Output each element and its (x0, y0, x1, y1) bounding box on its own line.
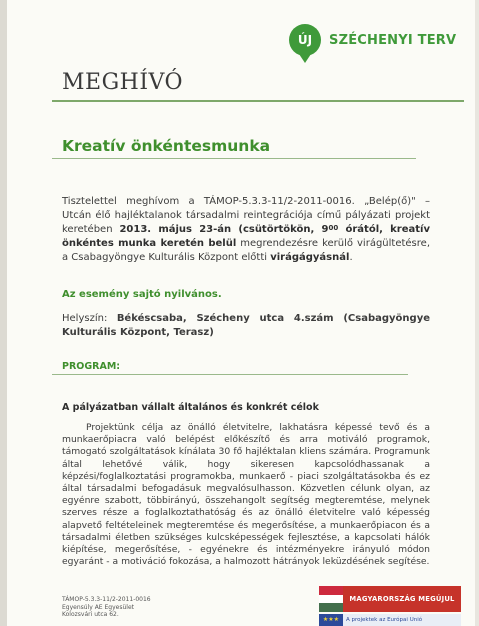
goals-heading: A pályázatban vállalt általános és konkrét célok (62, 402, 319, 413)
szechenyi-terv-logo (289, 20, 456, 60)
page-title: MEGHÍVÓ (62, 70, 184, 95)
eu-text: A projektek az Európai Unió (343, 614, 461, 626)
scan-edge-right (475, 0, 479, 626)
footer-address: TÁMOP-5.3.3-11/2-2011-0016 Egyensúly AE Egyesület Kolozsvári utca 62. (62, 596, 151, 618)
hungarian-flag-icon (319, 586, 343, 612)
event-subtitle: Kreatív önkéntesmunka (62, 137, 271, 155)
scan-edge-left (0, 0, 7, 626)
goals-paragraph: Projektünk célja az önálló életvitelre, lakhatásra képessé tevő és a munkaerőpiacra való belépést előkészítő és arra motiváló programok, támogató szolgáltatások kínálata 30 fő hajléktalan kliens számára. Programunk által lehetővé válik, hogy sikeresen kapcsolódhassanak a képzési/foglalkoztatási programokba, munkaerő - piaci szolgáltatásokba és ez által társadalmi befogadásuk megvalósulhasson. Közvetlen célunk olyan, az egyénre szabott, többirányú, összehangolt segítség megteremtése, melynek szerves része a foglalkoztathatóság és az önálló életvitelre való képesség alapvető feltételeinek megteremtése és megerősítése, a munkaerőpiacon és a társadalmi életben szükséges kulcsképességek fejlesztése, a kapcsolati hálók kiépítése, megerősítése, - egyénekre és intézményekre irányuló módon egyaránt - a motiváció fokozása, a halmozott hátrányok leküzdésének segítése. (62, 422, 430, 568)
title-divider (52, 100, 464, 102)
invitation-paragraph: Tisztelettel meghívom a TÁMOP-5.3.3-11/2-2011-0016. „Belép(ő)" – Utcán élő hajléktalanok társadalmi reintegrációja című pályázati projekt keretében 2013. május 23-án (csütörtökön, $9^{00}$ órától, kreatív önkéntes munka keretén belül megrendezésre kerülő virágültetésre, a Csabagyöngye Kulturális Központ előtti virágágyásnál. (62, 196, 430, 263)
venue-line: Helyszín: Békéscsaba, Szécheny utca 4.szám (Csabagyöngye Kulturális Központ, Terasz) (62, 313, 431, 338)
press-note: Az esemény sajtó nyilvános. (62, 289, 222, 300)
program-heading: PROGRAM: (62, 361, 121, 372)
subtitle-divider (52, 158, 416, 159)
eu-banner (319, 614, 461, 626)
banner-text: MAGYARORSZÁG MEGÚJUL (343, 586, 461, 612)
uj-badge-icon: ÚJ (289, 24, 321, 56)
eu-flag-icon: ★★★ (319, 614, 343, 626)
magyarorszag-megujul-banner (319, 586, 461, 612)
program-divider (52, 374, 408, 375)
logo-text: SZÉCHENYI TERV (329, 32, 457, 48)
